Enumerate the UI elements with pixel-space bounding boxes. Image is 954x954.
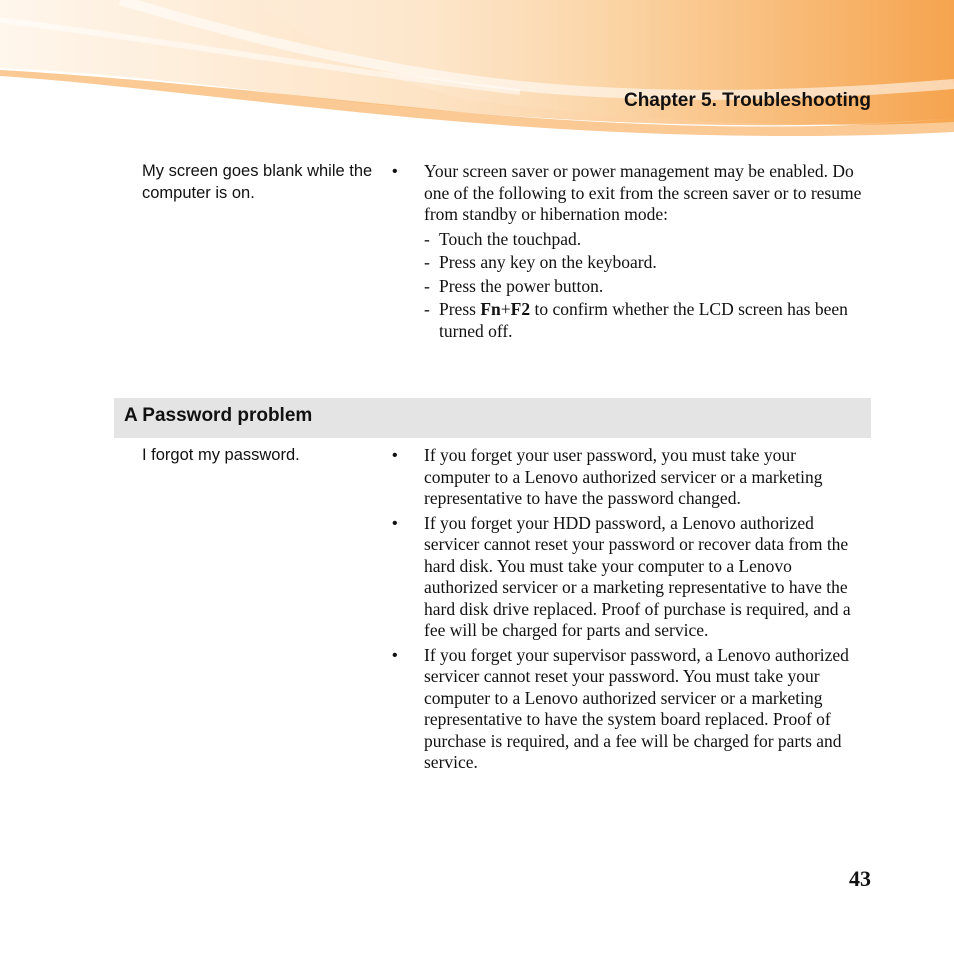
key-f2: F2 bbox=[510, 299, 531, 319]
sub-list-item bbox=[424, 229, 862, 251]
list-item bbox=[392, 644, 862, 774]
dash-icon: - bbox=[424, 275, 430, 296]
bullet-icon: • bbox=[392, 646, 398, 664]
step-text: Touch the touchpad. bbox=[439, 228, 582, 249]
step-text bbox=[439, 299, 848, 341]
dash-icon: - bbox=[424, 228, 430, 249]
sub-list-item bbox=[424, 252, 862, 274]
step-text: Press any key on the keyboard. bbox=[439, 252, 657, 272]
page-number: 43 bbox=[849, 866, 871, 891]
section-title: A Password problem bbox=[124, 405, 313, 426]
list-item bbox=[392, 512, 862, 642]
problem-forgot-password: I forgot my password. bbox=[142, 446, 300, 464]
bullet-text: If you forget your user password, you must take your computer to a Lenovo authorized servicer or a marketing representative to have the password changed. bbox=[424, 445, 823, 508]
dash-icon: - bbox=[424, 299, 430, 319]
step-prefix: Press bbox=[439, 299, 481, 319]
list-item bbox=[392, 445, 862, 510]
solution-forgot-password bbox=[392, 445, 862, 777]
bullet-text: If you forget your HDD password, a Lenovo authorized servicer cannot reset your password or recover data from the hard disk. You must take your computer to a Lenovo authorized servicer or a marketing representative to have the hard disk drive replaced. Proof of purchase is required, and a fee will be charged for parts and service. bbox=[424, 512, 851, 640]
bullet-icon: • bbox=[392, 447, 398, 464]
list-item bbox=[392, 161, 862, 226]
step-text: Press the power button. bbox=[439, 275, 604, 296]
bullet-icon: • bbox=[392, 163, 398, 180]
problem-screen-blank: My screen goes blank while the computer is on. bbox=[142, 162, 373, 202]
bullet-text: If you forget your supervisor password, a Lenovo authorized servicer cannot reset your password. You must take your computer to a Lenovo authorized servicer or a marketing representative to have the system board replaced. Proof of purchase is required, and a fee will be charged for parts and service. bbox=[424, 644, 849, 772]
sub-list-item bbox=[424, 299, 862, 342]
dash-icon: - bbox=[424, 252, 430, 272]
key-plus: + bbox=[500, 299, 511, 319]
step-suffix: to confirm whether the LCD screen has been turned off. bbox=[439, 299, 848, 341]
key-fn: Fn bbox=[480, 299, 501, 319]
header-banner-graphic bbox=[0, 0, 954, 140]
chapter-title: Chapter 5. Troubleshooting bbox=[623, 90, 871, 111]
section-header bbox=[114, 398, 871, 438]
solution-screen-blank bbox=[392, 161, 862, 342]
sub-list-item bbox=[424, 276, 862, 298]
bullet-text: Your screen saver or power management may be enabled. Do one of the following to exit from the screen saver or to resume from standby or hibernation mode: bbox=[424, 161, 862, 224]
bullet-icon: • bbox=[392, 514, 398, 532]
